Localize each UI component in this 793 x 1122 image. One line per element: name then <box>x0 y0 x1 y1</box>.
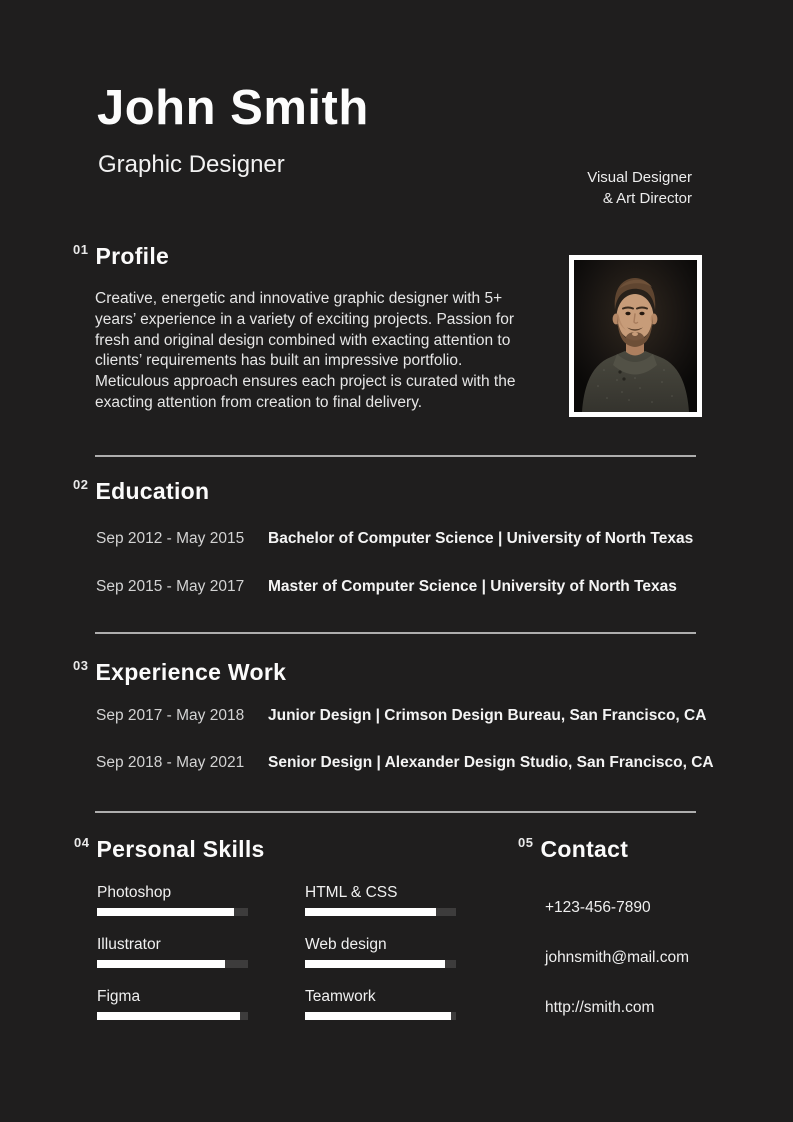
skill-bar-fill <box>97 1012 240 1020</box>
skill-bar-track <box>305 908 456 916</box>
profile-section-heading <box>73 243 169 271</box>
profile-section-number: 01 <box>73 242 89 257</box>
profile-summary-text: Creative, energetic and innovative graphic designer with 5+ years’ experience in a variety of exciting projects. Passion for fresh and original design combined with exacting attention to clients’ requirements has built an impressive portfolio. Meticulous approach ensures each project is curated with the exacting attention from creation to final delivery. <box>95 290 516 411</box>
education-section-heading <box>73 478 209 506</box>
skill-label: Illustrator <box>97 936 161 953</box>
education-row <box>96 529 693 549</box>
skills-section-number: 04 <box>74 835 90 850</box>
education-detail: Bachelor of Computer Science | University of North Texas <box>268 530 694 547</box>
skills-section-heading <box>74 836 265 864</box>
section-divider <box>95 455 696 457</box>
portrait-photo-illustration <box>574 260 697 412</box>
skill-bar-fill <box>305 1012 451 1020</box>
experience-row <box>96 706 706 726</box>
education-detail: Master of Computer Science | University of North Texas <box>268 578 677 595</box>
experience-detail: Senior Design | Alexander Design Studio, San Francisco, CA <box>268 754 714 771</box>
skill-item <box>97 988 248 1020</box>
skill-bar-fill <box>97 908 234 916</box>
skill-item <box>97 884 248 916</box>
skill-label: Figma <box>97 988 141 1005</box>
skill-bar-track <box>305 960 456 968</box>
section-divider <box>95 632 696 634</box>
tagline-line-1: Visual Designer <box>587 169 692 186</box>
education-section-number: 02 <box>73 477 89 492</box>
skill-bar-track <box>97 1012 248 1020</box>
contact-section-heading <box>518 836 628 864</box>
experience-row <box>96 753 714 773</box>
skill-label: Photoshop <box>97 884 172 901</box>
education-row <box>96 577 677 597</box>
tagline <box>587 167 692 209</box>
education-dates: Sep 2012 - May 2015 <box>96 530 245 547</box>
skill-bar-track <box>97 960 248 968</box>
experience-section-heading <box>73 659 286 687</box>
contact-section-title: Contact <box>540 836 629 862</box>
experience-detail: Junior Design | Crimson Design Bureau, San Francisco, CA <box>268 707 707 724</box>
skills-column-right <box>305 884 456 1040</box>
section-divider <box>95 811 696 813</box>
experience-section-number: 03 <box>73 658 89 673</box>
skill-item <box>305 936 456 968</box>
skill-item <box>97 936 248 968</box>
education-dates: Sep 2015 - May 2017 <box>96 578 245 595</box>
experience-dates: Sep 2018 - May 2021 <box>96 754 245 771</box>
contact-website[interactable]: http://smith.com <box>545 999 655 1016</box>
contact-phone: +123-456-7890 <box>545 899 651 916</box>
tagline-line-2: & Art Director <box>602 190 692 207</box>
skill-bar-fill <box>97 960 225 968</box>
skill-item <box>305 988 456 1020</box>
job-title: Graphic Designer <box>98 151 285 178</box>
skill-label: HTML & CSS <box>305 884 398 901</box>
skill-bar-fill <box>305 908 436 916</box>
profile-section-title: Profile <box>95 243 170 269</box>
skill-bar-fill <box>305 960 445 968</box>
contact-email[interactable]: johnsmith@mail.com <box>545 949 690 966</box>
contact-section-number: 05 <box>518 835 534 850</box>
skill-bar-track <box>305 1012 456 1020</box>
experience-section-title: Experience Work <box>95 659 287 685</box>
skills-section-title: Personal Skills <box>96 836 265 862</box>
skill-item <box>305 884 456 916</box>
contact-list <box>545 898 689 1048</box>
skill-bar-track <box>97 908 248 916</box>
page-title: John Smith <box>97 81 369 135</box>
skill-label: Teamwork <box>305 988 376 1005</box>
skill-label: Web design <box>305 936 387 953</box>
experience-dates: Sep 2017 - May 2018 <box>96 707 245 724</box>
education-section-title: Education <box>95 478 210 504</box>
skills-column-left <box>97 884 248 1040</box>
portrait-photo <box>569 255 702 417</box>
